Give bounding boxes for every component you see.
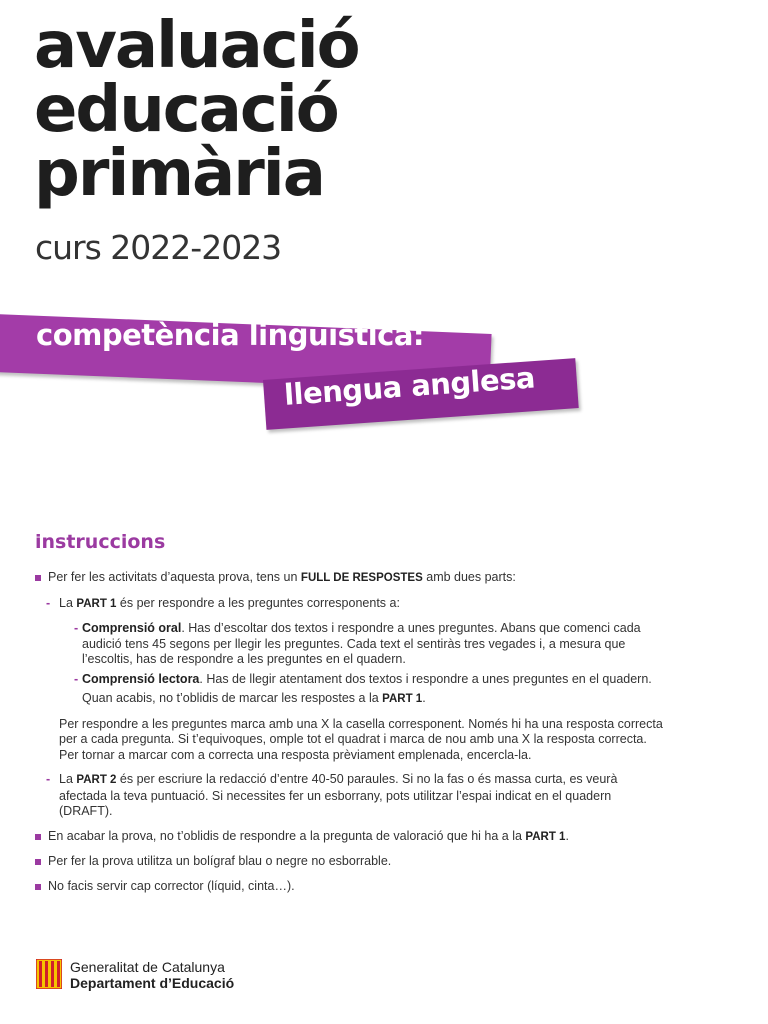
instruction-note-mark-answers <box>35 691 665 708</box>
instruction-emphasis: Comprensió lectora <box>82 671 200 686</box>
instruction-text: Per fer les activitats d’aquesta prova, tens un <box>48 570 301 584</box>
instruction-emphasis: PART 1 <box>76 597 117 610</box>
instruction-text: . <box>565 828 569 843</box>
instruction-emphasis: PART 1 <box>382 693 423 705</box>
instructions-heading: instruccions <box>35 531 166 553</box>
title-line-3: primària <box>34 137 324 211</box>
instruction-item-pen <box>35 854 665 870</box>
instruction-answer-paragraph: Per respondre a les preguntes marca amb una X la casella corresponent. Només hi ha una resposta correcta per a cada pregunta. Si t’equivoques, omple tot el quadrat i marca de nou amb una X la resposta correcta. Per tornar a marcar com a correcta una resposta prèviament emplenada, encercla-la. <box>59 716 663 762</box>
instruction-emphasis: Comprensió oral <box>82 621 182 635</box>
instruction-subitem-part1 <box>35 596 665 613</box>
instruction-emphasis: PART 2 <box>76 774 117 786</box>
instruction-subitem-oral <box>35 621 665 668</box>
instructions-list <box>35 570 665 903</box>
instruction-text: . Has de llegir atentament dos textos i respondre a unes preguntes en el quadern. <box>199 671 652 686</box>
instruction-text: . Has d’escoltar dos textos i respondre a unes preguntes. Abans que comenci cada audició tens 45 segons per llegir les preguntes. Cada text el sentiràs tres vegades i, a mesura que l’escoltis, has de respondre a les preguntes en el quadern. <box>82 621 641 666</box>
instruction-text: . <box>422 691 426 705</box>
title-line-2: educació <box>34 73 338 147</box>
bullet-dash-icon: - <box>74 671 79 686</box>
bullet-dash-icon: - <box>46 595 51 610</box>
instruction-text: En acabar la prova, no t’oblidis de respondre a la pregunta de valoració que hi ha a la <box>48 828 526 843</box>
instruction-text: amb dues parts: <box>422 570 516 584</box>
banner-language: llengua anglesa <box>283 360 536 412</box>
bullet-square-icon <box>35 834 41 840</box>
instruction-item-answer-sheet <box>35 570 665 587</box>
instruction-text: és per escriure la redacció d’entre 40-50 paraules. Si no la fas o és massa curta, es veurà afectada la teva puntuació. Si necessites fer un esborrany, pots utilitzar l’espai indicat en el quadern (DRAFT). <box>59 772 618 818</box>
instruction-text: La <box>59 595 77 610</box>
instruction-text: Quan acabis, no t’oblidis de marcar les respostes a la <box>82 691 383 705</box>
instruction-emphasis: FULL DE RESPOSTES <box>300 572 423 584</box>
instruction-text: La <box>59 772 77 786</box>
title-line-1: avaluació <box>34 9 359 83</box>
course-year: curs 2022-2023 <box>35 228 282 267</box>
bullet-dash-icon: - <box>74 621 79 635</box>
instruction-subitem-part2 <box>35 772 665 820</box>
org-name: Generalitat de Catalunya <box>70 959 225 975</box>
instruction-emphasis: PART 1 <box>525 830 566 843</box>
generalitat-logo-icon <box>36 959 62 989</box>
document-title <box>34 9 359 211</box>
instruction-text: Per fer la prova utilitza un bolígraf blau o negre no esborrable. <box>48 854 392 868</box>
instruction-subitem-lectora <box>35 672 665 688</box>
instruction-text: és per respondre a les preguntes corresponents a: <box>116 595 400 610</box>
instruction-item-corrector <box>35 879 665 895</box>
instruction-text: No facis servir cap corrector (líquid, cinta…). <box>48 878 295 893</box>
instruction-item-evaluation <box>35 829 665 846</box>
bullet-dash-icon: - <box>46 772 51 786</box>
department-name: Departament d’Educació <box>70 975 235 991</box>
bullet-square-icon <box>35 859 41 865</box>
banner-subject: competència lingüística: <box>36 318 425 352</box>
bullet-square-icon <box>35 884 41 890</box>
bullet-square-icon <box>35 575 41 581</box>
